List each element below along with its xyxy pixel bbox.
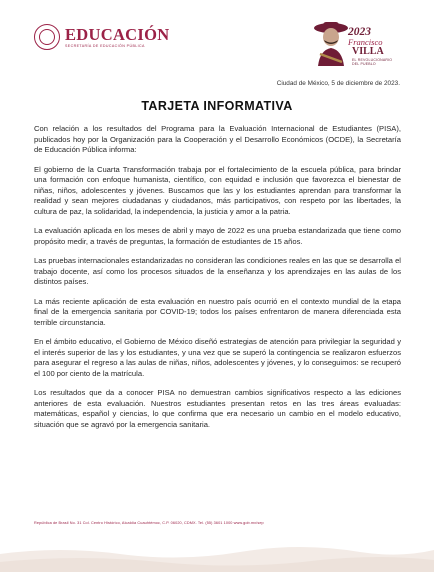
emblem-tagline: EL REVOLUCIONARIO DEL PUEBLO bbox=[352, 58, 393, 66]
emblem-first-name: Francisco bbox=[348, 37, 383, 47]
francisco-villa-emblem bbox=[312, 16, 398, 70]
document-title: TARJETA INFORMATIVA bbox=[141, 99, 293, 113]
paragraph: La más reciente aplicación de esta evaluación en nuestro país ocurrió en el contexto mundial de la etapa final de la emergencia sanitaria por COVID-19; todos los países enfrentaron de manera diferenciada esta terrible circunstancia. bbox=[34, 296, 401, 327]
footer-address: República de Brasil No. 31 Col. Centro Histórico, Alcaldía Cuauhtémoc, C.P. 06020, CDMX. Tel. (55) 3601 1000 www.gob.mx/sep bbox=[34, 521, 264, 525]
brand-name: EDUCACIÓN bbox=[65, 25, 170, 44]
brand-subtitle: SECRETARÍA DE EDUCACIÓN PÚBLICA bbox=[65, 44, 145, 48]
sep-logo bbox=[34, 24, 169, 50]
paragraph: El gobierno de la Cuarta Transformación trabaja por el fortalecimiento de la escuela pública, para brindar una formación con enfoque humanista, científico, con equidad e inclusión que favorezca el bienestar de niñas, niños, adolescentes y jóvenes. Buscamos que las y los estudiantes aprendan para transformar la realidad y sean mejores ciudadanas y ciudadanos, más participativos, con respeto por las libertades, la cultura de paz, la solidaridad, la independencia, la justicia y amor a la patria. bbox=[34, 164, 401, 216]
paragraph: Las pruebas internacionales estandarizadas no consideran las condiciones reales en las que se desarrolla el trabajo docente, así como los procesos situados de la enseñanza y los aprendizajes en las aulas de los distintos países. bbox=[34, 256, 401, 286]
paragraph: Los resultados que da a conocer PISA no demuestran cambios significativos respecto a las ediciones anteriores de esta evaluación. Nuestros estudiantes presentan retos en las tres áreas evaluadas: matemáticas, español y ciencias, lo que confirma que era necesario un cambio en el modelo educativo, situación que se agravó por la emergencia sanitaria. bbox=[34, 388, 401, 429]
document-body bbox=[34, 124, 401, 439]
emblem-year: 2023 bbox=[348, 26, 371, 38]
coat-of-arms-icon bbox=[34, 24, 60, 50]
paragraph: Con relación a los resultados del Programa para la Evaluación Internacional de Estudiantes (PISA), publicados hoy por la Organización para la Cooperación y el Desarrollo Económicos (OCDE), la Secretaría de Educación Pública informa: bbox=[34, 124, 401, 154]
emblem-last-name: VILLA bbox=[352, 46, 384, 57]
document-date: Ciudad de México, 5 de diciembre de 2023. bbox=[276, 80, 400, 87]
footer-decoration bbox=[0, 532, 434, 572]
villa-portrait-icon bbox=[312, 18, 350, 66]
paragraph: La evaluación aplicada en los meses de abril y mayo de 2022 es una prueba estandarizada que tiene como propósito medir, a través de preguntas, la formación de estudiantes de 15 años. bbox=[34, 226, 401, 246]
paragraph: En el ámbito educativo, el Gobierno de México diseñó estrategias de atención para privilegiar la seguridad y el interés superior de las y los estudiantes, y una vez que se superó la contingencia se realizaron esfuerzos para asegurar el regreso a las aulas de niñas, niños, adolescentes y jóvenes, y lo conseguimos: se recuperó el 100 por ciento de la matrícula. bbox=[34, 337, 401, 378]
